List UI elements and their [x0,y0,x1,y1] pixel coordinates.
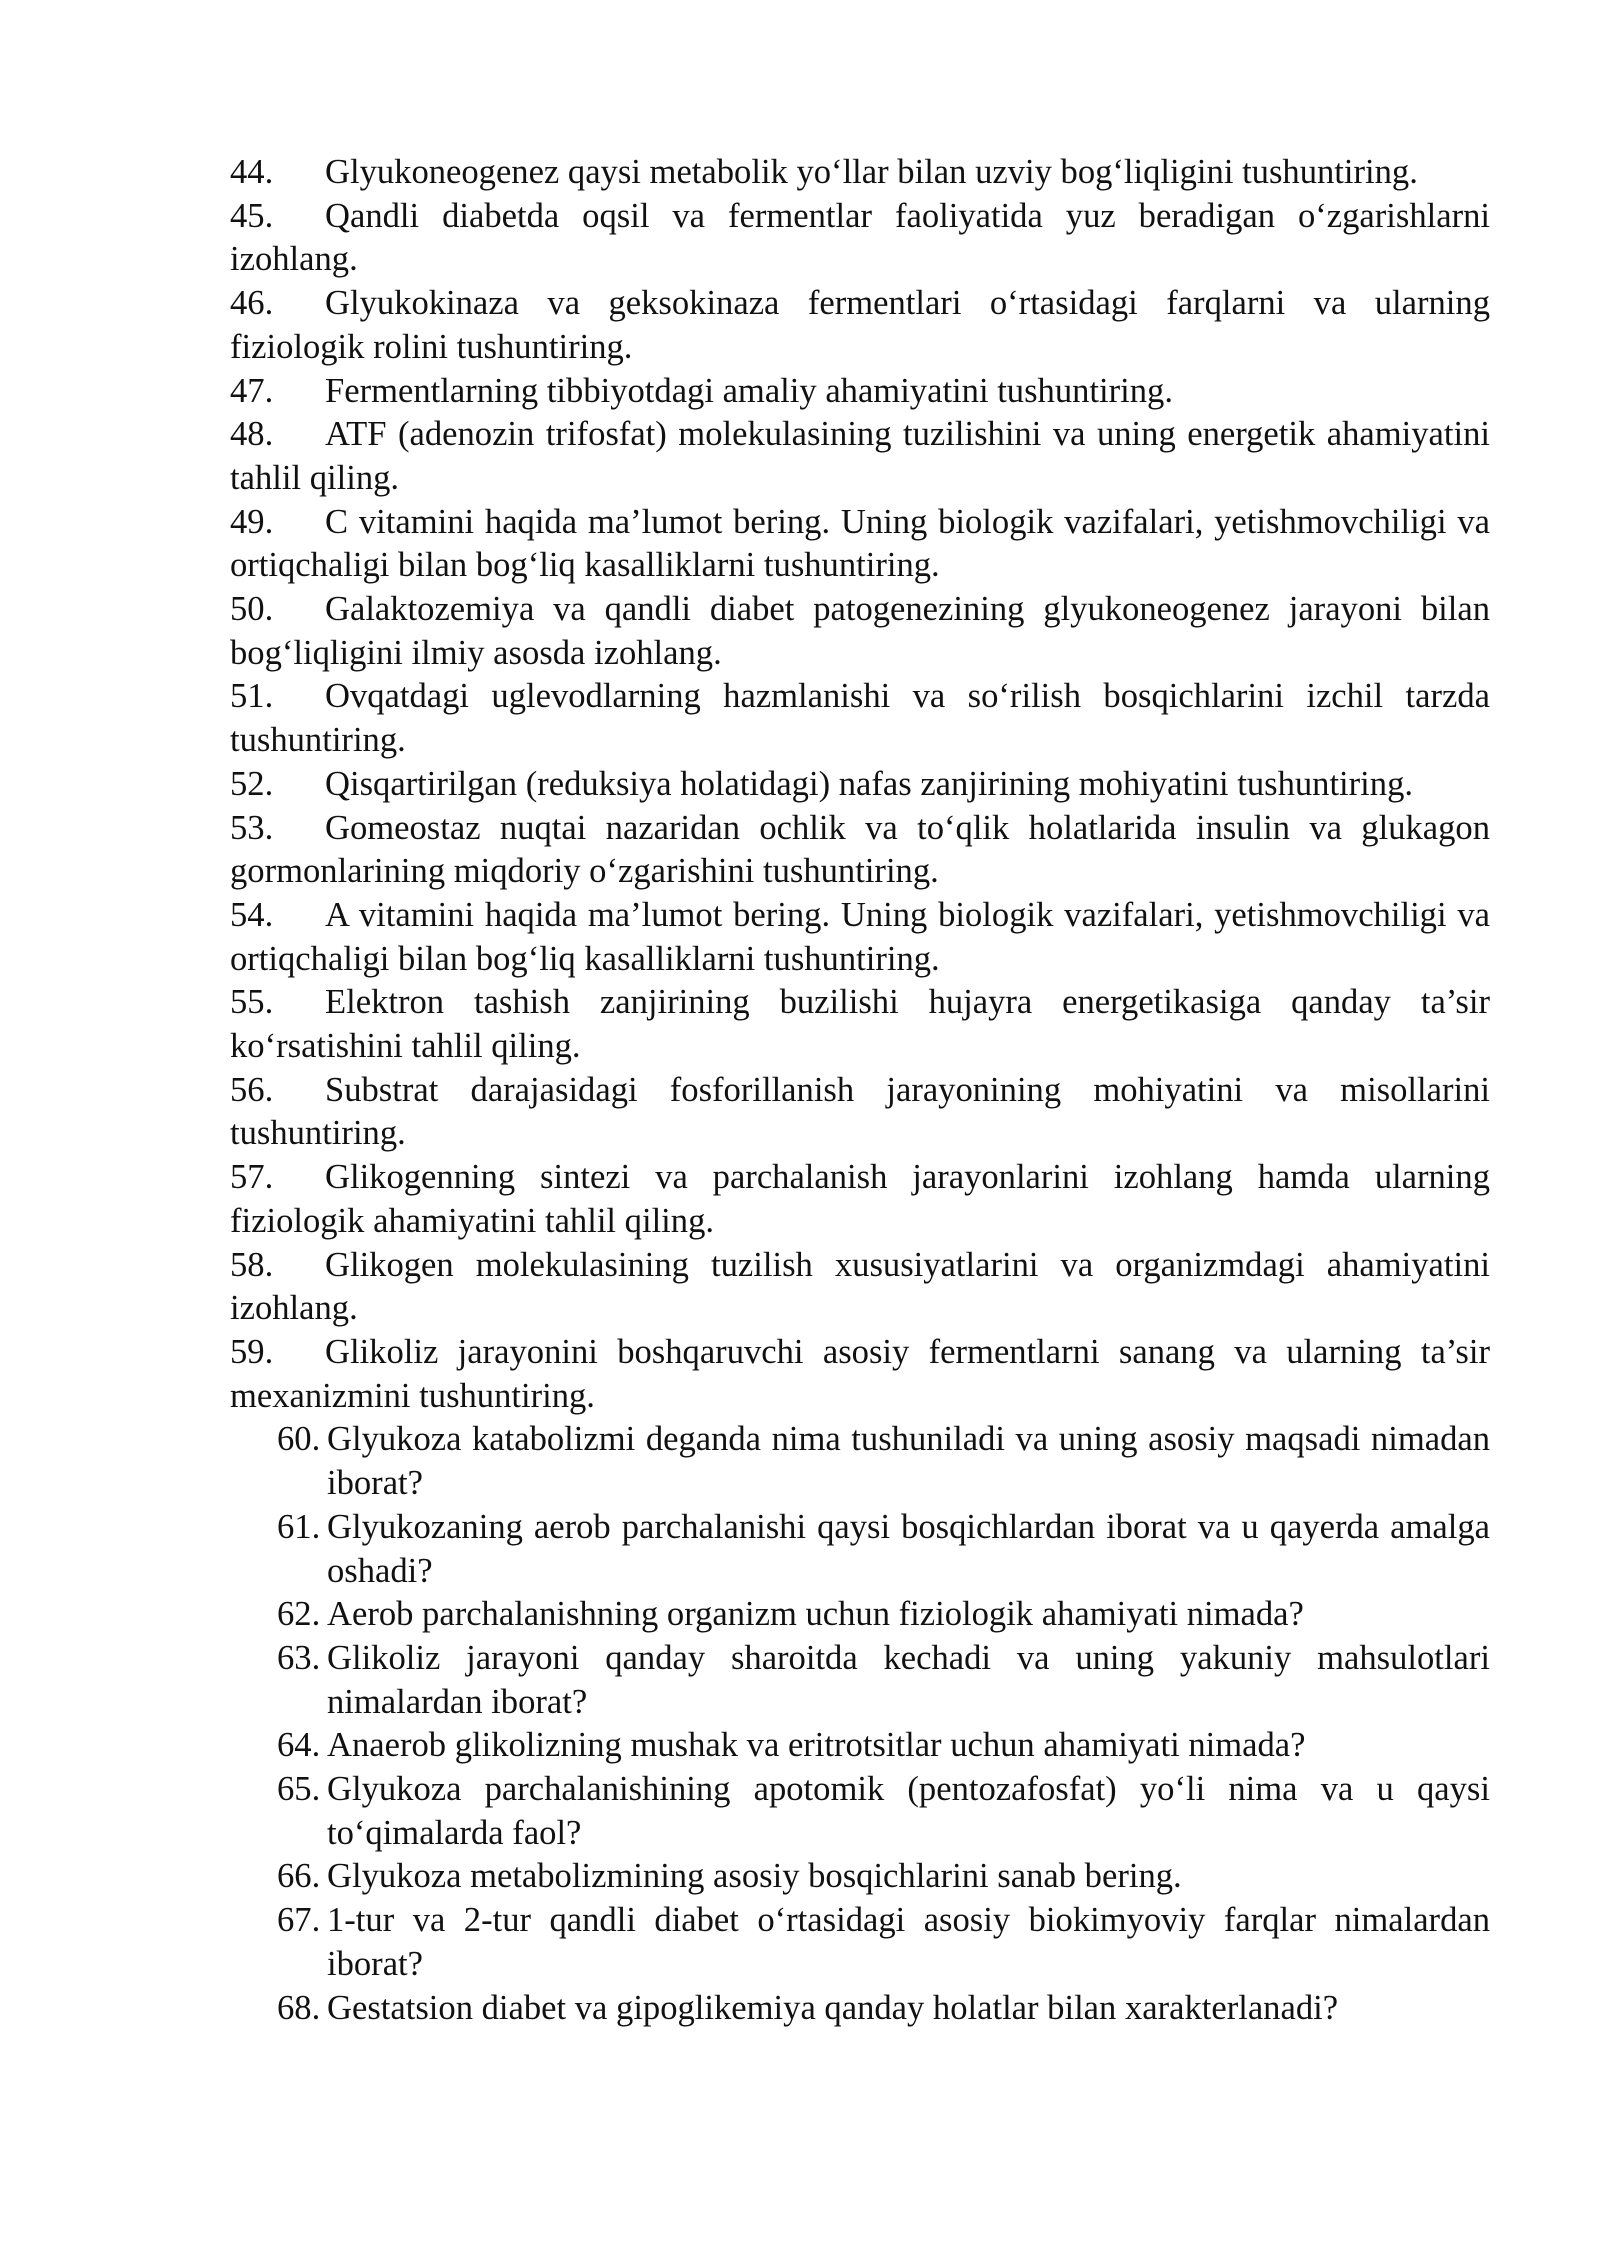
question-number: 57. [230,1158,274,1197]
question-text: Glyukoza metabolizmining asosiy bosqichlarini sanab bering. [327,1857,1182,1896]
question-text: Substrat darajasidagi fosforillanish jarayonining mohiyatini va misollarini tushuntiring. [230,1070,1490,1153]
question-text: Glikoliz jarayonini boshqaruvchi asosiy fermentlarni sanang va ularning ta’sir mexanizmini tushuntiring. [230,1332,1490,1415]
question-list-b [230,1418,1490,2030]
question-item [230,195,1490,282]
question-number: 48. [230,415,274,454]
question-item [230,675,1490,762]
question-item [230,370,1490,414]
question-text: Glikoliz jarayoni qanday sharoitda kechadi va uning yakuniy mahsulotlari nimalardan iborat? [327,1638,1490,1721]
question-number: 51. [230,677,274,716]
question-number: 65. [277,1770,321,1809]
question-text: Glikogen molekulasining tuzilish xususiyatlarini va organizmdagi ahamiyatini izohlang. [230,1245,1490,1328]
question-text: Glyukoza parchalanishining apotomik (pentozafosfat) yo‘li nima va u qaysi to‘qimalarda faol? [327,1770,1490,1852]
question-number: 67. [277,1901,321,1940]
question-item [230,501,1490,588]
question-number: 63. [277,1638,321,1677]
question-item [230,588,1490,675]
question-text: Qandli diabetda oqsil va fermentlar faoliyatida yuz beradigan o‘zgarishlarni izohlang. [230,196,1490,279]
question-text: ATF (adenozin trifosfat) molekulasining tuzilishini va uning energetik ahamiyatini tahlil qiling. [230,415,1490,497]
question-number: 46. [230,284,274,323]
question-item [230,1593,1490,1637]
question-number: 52. [230,764,274,803]
question-text: Gestatsion diabet va gipoglikemiya qanday holatlar bilan xarakterlanadi? [327,1988,1339,2027]
question-number: 58. [230,1245,274,1284]
question-item [230,282,1490,369]
question-item [230,1768,1490,1855]
question-item [230,1855,1490,1899]
question-item [230,807,1490,894]
question-item [230,1331,1490,1418]
question-item [230,981,1490,1068]
question-item [230,1418,1490,1505]
question-list-a [230,151,1490,1418]
question-text: Anaerob glikolizning mushak va eritrotsitlar uchun ahamiyati nimada? [327,1726,1306,1765]
question-item [230,763,1490,807]
question-item [230,1506,1490,1593]
question-number: 44. [230,153,274,191]
question-number: 62. [277,1595,321,1634]
question-item [230,1156,1490,1243]
question-text: Gomeostaz nuqtai nazaridan ochlik va to‘qlik holatlarida insulin va glukagon gormonlarining miqdoriy o‘zgarishini tushuntiring. [230,808,1490,891]
question-text: Elektron tashish zanjirining buzilishi hujayra energetikasiga qanday ta’sir ko‘rsatishini tahlil qiling. [230,983,1490,1066]
question-text: Galaktozemiya va qandli diabet patogenezining glyukoneogenez jarayoni bilan bog‘liqligini ilmiy asosda izohlang. [230,590,1490,672]
question-text: C vitamini haqida ma’lumot bering. Uning biologik vazifalari, yetishmovchiligi va ortiqchaligi bilan bog‘liq kasalliklarni tushuntiring. [230,502,1490,585]
question-number: 45. [230,196,274,235]
question-text: Fermentlarning tibbiyotdagi amaliy ahamiyatini tushuntiring. [325,371,1173,410]
question-number: 54. [230,895,274,934]
question-text: Aerob parchalanishning organizm uchun fiziologik ahamiyati nimada? [327,1595,1304,1634]
question-item [230,1069,1490,1156]
question-item [230,1724,1490,1768]
question-number: 61. [277,1507,321,1546]
question-number: 59. [230,1332,274,1371]
question-item [230,1899,1490,1986]
question-text: A vitamini haqida ma’lumot bering. Uning biologik vazifalari, yetishmovchiligi va ortiqchaligi bilan bog‘liq kasalliklarni tushuntiring. [230,895,1490,978]
question-number: 55. [230,983,274,1022]
document-page [230,151,1490,2030]
question-number: 50. [230,590,274,629]
question-number: 53. [230,808,274,847]
question-number: 60. [277,1420,321,1459]
question-number: 47. [230,371,274,410]
question-text: Glyukokinaza va geksokinaza fermentlari o‘rtasidagi farqlarni va ularning fiziologik rolini tushuntiring. [230,284,1490,366]
question-text: Glyukoza katabolizmi deganda nima tushuniladi va uning asosiy maqsadi nimadan iborat? [327,1420,1490,1503]
question-text: Glyukozaning aerob parchalanishi qaysi bosqichlardan iborat va u qayerda amalga oshadi? [327,1507,1490,1590]
question-number: 64. [277,1726,321,1765]
question-text: Ovqatdagi uglevodlarning hazmlanishi va so‘rilish bosqichlarini izchil tarzda tushuntiring. [230,677,1490,760]
question-item [230,894,1490,981]
question-number: 49. [230,502,274,541]
question-text: 1-tur va 2-tur qandli diabet o‘rtasidagi asosiy biokimyoviy farqlar nimalardan iborat? [327,1901,1490,1983]
question-text: Qisqartirilgan (reduksiya holatidagi) nafas zanjirining mohiyatini tushuntiring. [325,764,1414,803]
question-item [230,1987,1490,2031]
question-number: 66. [277,1857,321,1896]
question-text: Glikogenning sintezi va parchalanish jarayonlarini izohlang hamda ularning fiziologik ahamiyatini tahlil qiling. [230,1158,1490,1240]
question-number: 68. [277,1988,321,2027]
question-number: 56. [230,1070,274,1109]
question-item [230,1244,1490,1331]
question-text: Glyukoneogenez qaysi metabolik yo‘llar bilan uzviy bog‘liqligini tushuntiring. [325,153,1418,191]
question-item [230,413,1490,500]
question-item [230,1637,1490,1724]
question-item [230,151,1490,195]
